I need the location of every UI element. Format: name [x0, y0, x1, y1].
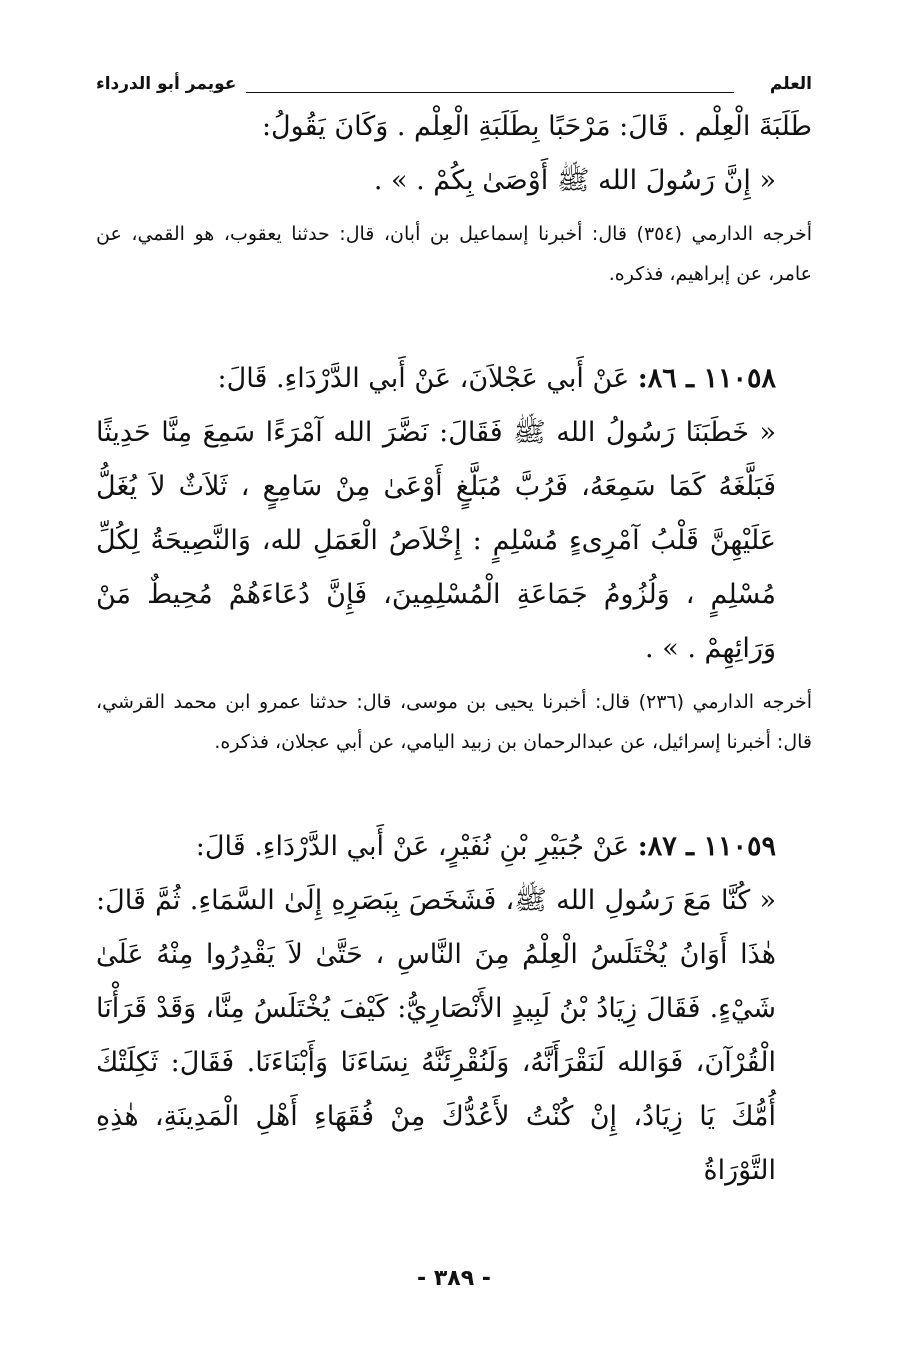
- hadith-number: ١١٠٥٩ ـ ٨٧:: [637, 831, 776, 862]
- chapter-title: العلم: [769, 74, 812, 94]
- page-number: - ٣٨٩ -: [417, 1266, 491, 1291]
- book-page: [96, 70, 812, 1300]
- hadith-heading: [96, 820, 812, 874]
- running-header: [96, 70, 812, 100]
- hadith-block-continued: [96, 100, 812, 294]
- hadith-block-86: [96, 352, 812, 762]
- author-title: عويمر أبو الدرداء: [96, 74, 237, 94]
- header-rule: [246, 92, 734, 93]
- hadith-matn: « كُنَّا مَعَ رَسُولِ الله ﷺ، فَشَخَصَ بِبَصَرِهِ إِلَىٰ السَّمَاءِ. ثُمَّ قَالَ: هٰذَا أَوَانُ يُخْتَلَسُ الْعِلْمُ مِنَ النَّاسِ ، حَتَّىٰ لاَ يَقْدِرُوا مِنْهُ عَلَىٰ شَيْءٍ. فَقَالَ زِيَادُ بْنُ لَبِيدٍ الأَنْصَارِيُّ: كَيْفَ يُخْتَلَسُ مِنَّا، وَقَدْ قَرَأْنَا الْقُرْآنَ، فَوَالله لَنَقْرَأَنَّهُ، وَلَنُقْرِئَنَّهُ نِسَاءَنَا وَأَبْنَاءَنَا. فَقَالَ: ثَكِلَتْكَ أُمُّكَ يَا زِيَادُ، إِنْ كُنْتُ لأَعُدُّكَ مِنْ فُقَهَاءِ أَهْلِ الْمَدِينَةِ، هٰذِهِ التَّوْرَاةُ: [96, 885, 776, 1186]
- hadith-matn: « خَطَبَنَا رَسُولُ الله ﷺ فَقَالَ: نَضَّرَ الله آمْرَءًا سَمِعَ مِنَّا حَدِيثًا فَبَلَّغَهُ كَمَا سَمِعَهُ، فَرُبَّ مُبَلَّغٍ أَوْعَىٰ مِنْ سَامِعٍ ، ثَلاَثٌ لاَ يُغَلُّ عَلَيْهِنَّ قَلْبُ آمْرِىءٍ مُسْلِمٍ : إِخْلاَصُ الْعَمَلِ لله، وَالنَّصِيحَةُ لِكُلِّ مُسْلِمٍ ، وَلُزُومُ جَمَاعَةِ الْمُسْلِمِينَ، فَإِنَّ دُعَاءَهُمْ مُحِيطٌ مَنْ وَرَائِهِمْ . » .: [96, 417, 776, 664]
- hadith-number: ١١٠٥٨ ـ ٨٦:: [637, 363, 776, 394]
- hadith-isnad: عَنْ جُبَيْرِ بْنِ نُفَيْرٍ، عَنْ أَبي الدَّرْدَاءِ. قَالَ:: [195, 831, 630, 862]
- takhrij-note: أخرجه الدارمي (٢٣٦) قال: أخبرنا يحيى بن موسى، قال: حدثنا عمرو ابن محمد القرشي، قال: أخبرنا إسرائيل، عن عبدالرحمان بن زبيد اليامي، عن أبي عجلان، فذكره.: [96, 691, 812, 753]
- takhrij-note: أخرجه الدارمي (٣٥٤) قال: أخبرنا إسماعيل بن أبان، قال: حدثنا يعقوب، هو القمي، عن عامر، عن إبراهيم، فذكره.: [96, 223, 812, 285]
- hadith-block-87: [96, 820, 812, 1198]
- hadith-text-line: « إِنَّ رَسُولَ الله ﷺ أَوْصَىٰ بِكُمْ . » .: [373, 165, 776, 196]
- hadith-isnad: عَنْ أَبي عَجْلاَنَ، عَنْ أَبي الدَّرْدَاءِ. قَالَ:: [217, 363, 630, 394]
- hadith-text-line: طَلَبَةَ الْعِلْم . قَالَ: مَرْحَبًا بِطَلَبَةِ الْعِلْم . وَكَانَ يَقُولُ:: [261, 111, 812, 142]
- hadith-heading: [96, 352, 812, 406]
